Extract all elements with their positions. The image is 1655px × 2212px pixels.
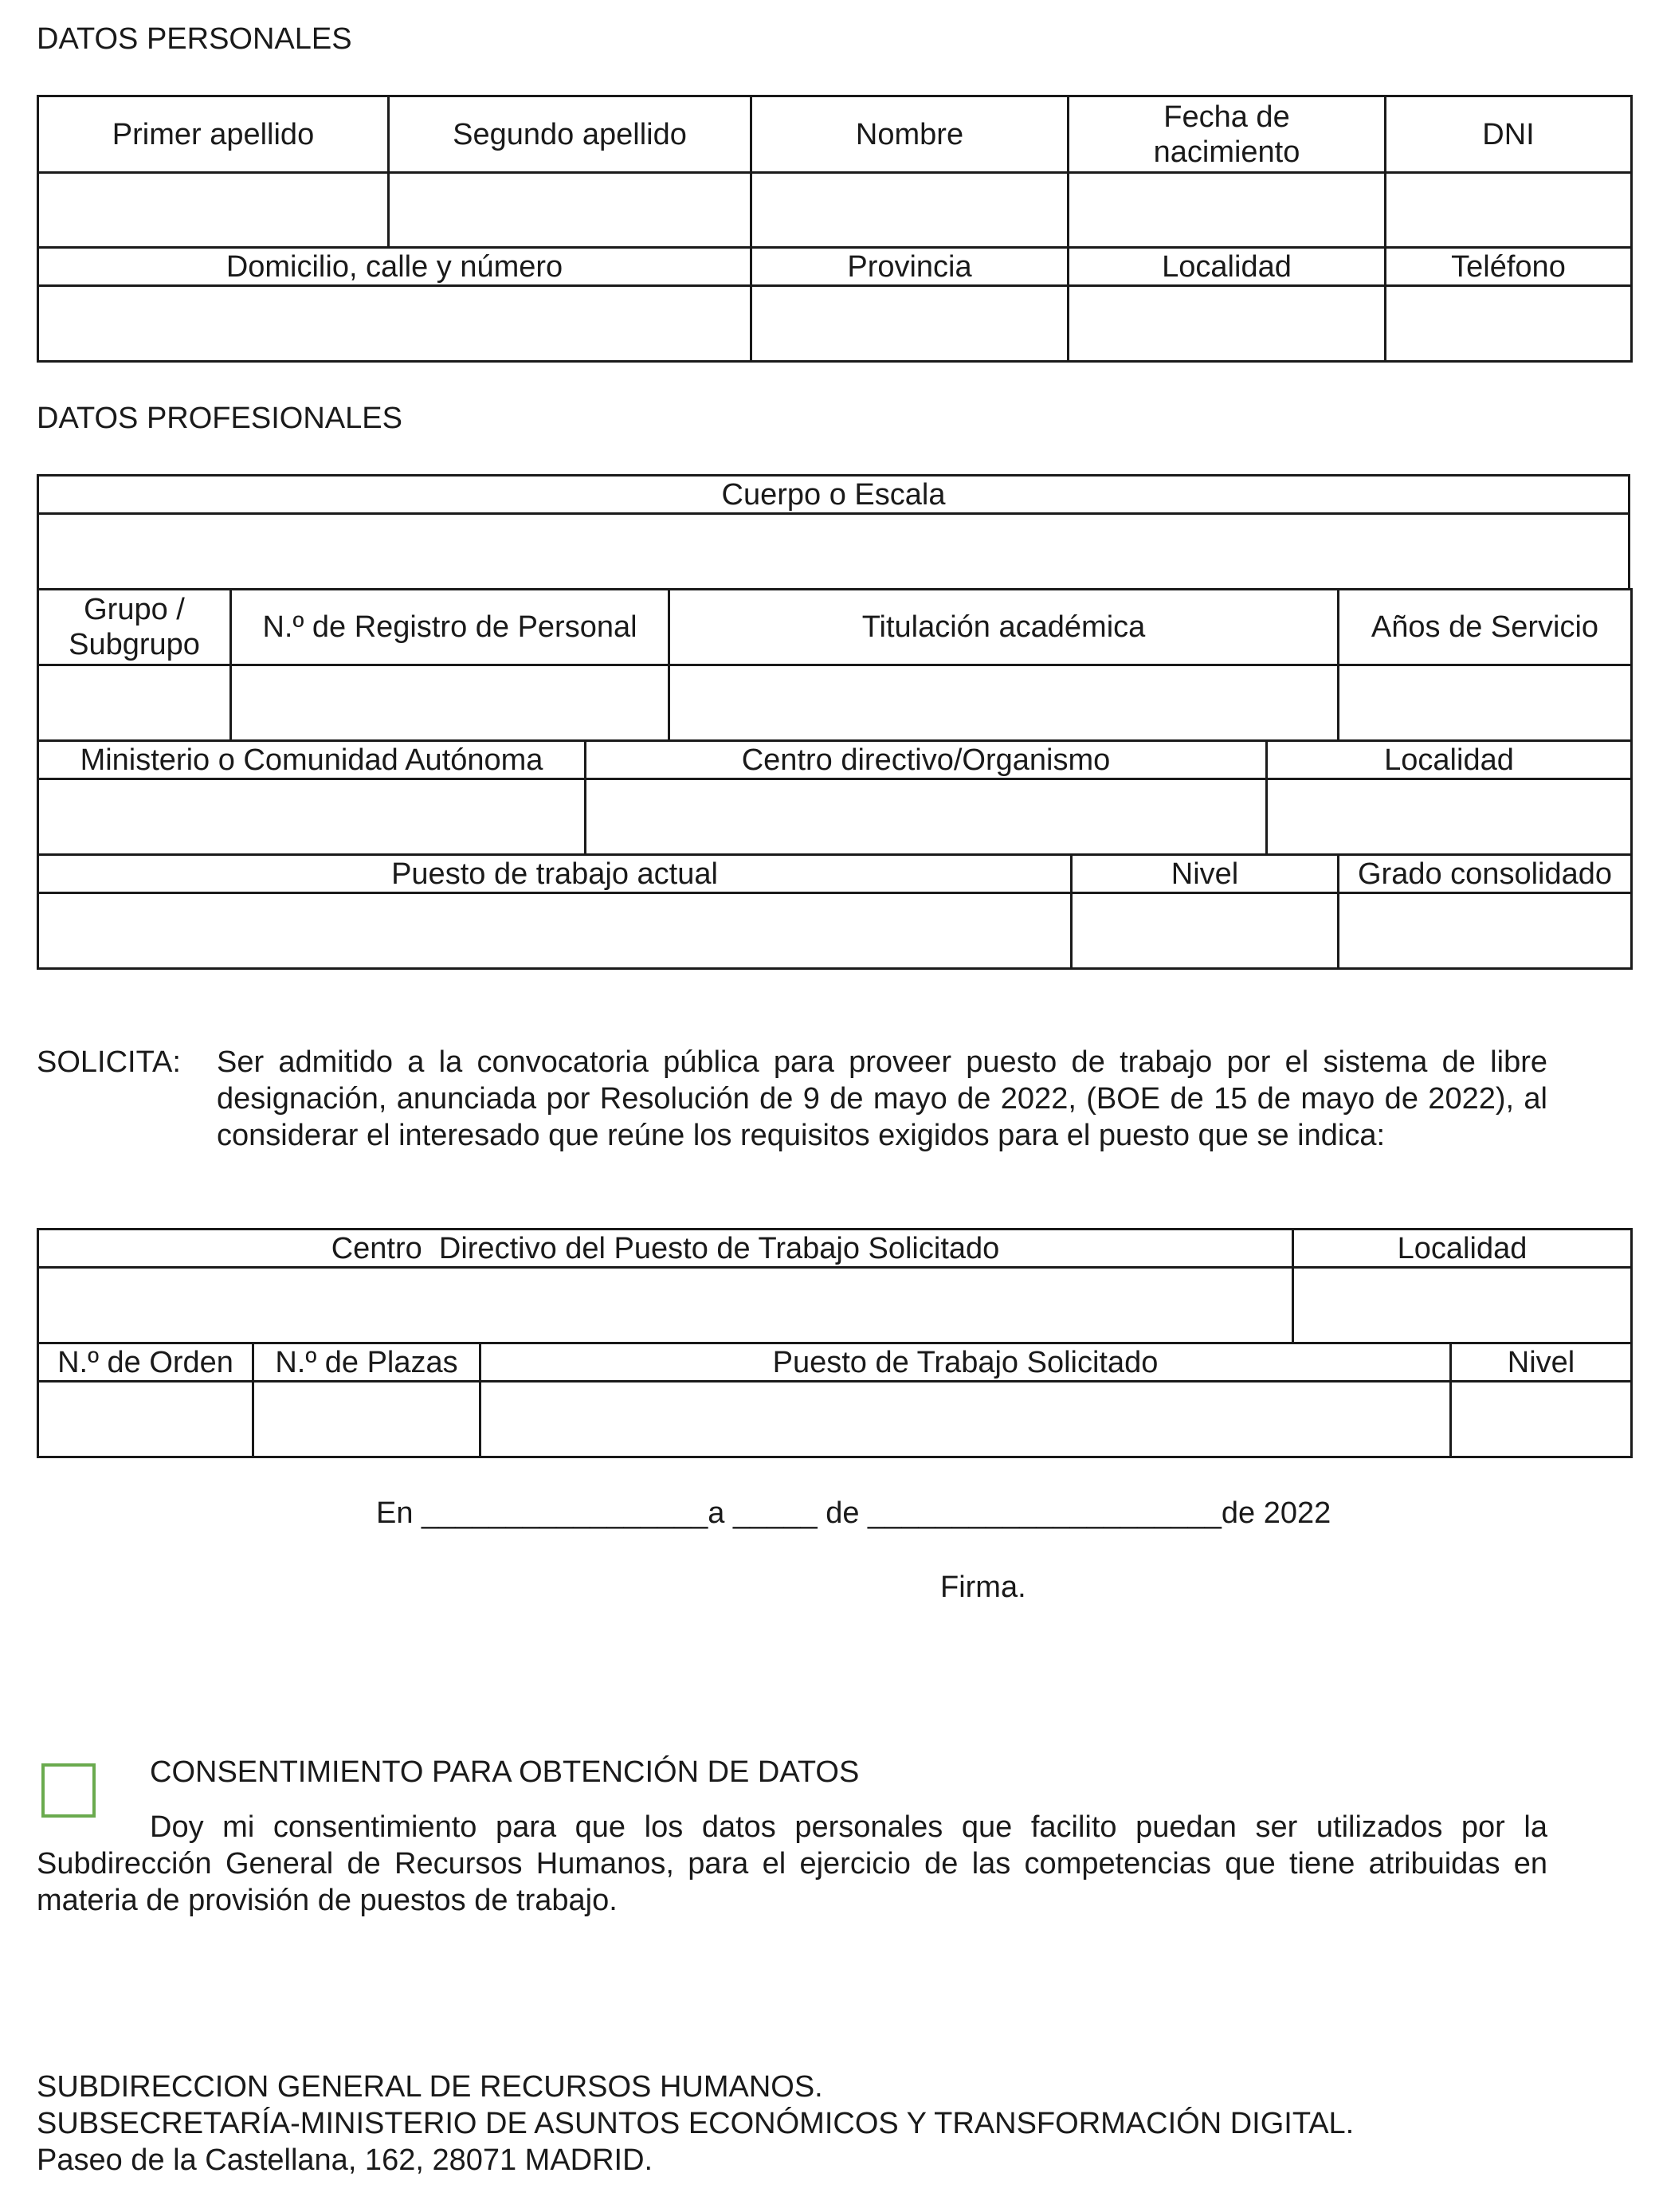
label-localidad-profesional: Localidad <box>1267 741 1632 779</box>
solicita-text: Ser admitido a la convocatoria pública para proveer puesto de trabajo por el sistema de libre designación, anunciada por Resolución de 9 de mayo de 2022, (BOE de 15 de mayo de 2022), al considerar el interesado que reúne los requisitos exigidos para el puesto que se indica: <box>217 1045 1547 1152</box>
label-numero-orden: N.º de Orden <box>38 1343 253 1382</box>
solicita-label: SOLICITA: <box>37 1045 181 1079</box>
label-provincia: Provincia <box>751 248 1069 286</box>
label-grado-consolidado: Grado consolidado <box>1339 855 1632 893</box>
date-line[interactable]: En _________________a _____ de _____________________de 2022 <box>376 1496 1331 1530</box>
field-puesto-actual[interactable] <box>38 893 1072 969</box>
label-primer-apellido: Primer apellido <box>38 96 389 173</box>
label-grupo-subgrupo: Grupo / Subgrupo <box>38 590 231 665</box>
field-segundo-apellido[interactable] <box>389 173 751 248</box>
label-telefono: Teléfono <box>1386 248 1632 286</box>
field-ministerio[interactable] <box>38 779 586 855</box>
field-centro-solicitado[interactable] <box>38 1268 1293 1343</box>
label-fecha-nacimiento: Fecha de nacimiento <box>1069 96 1386 173</box>
label-nivel-solicitado: Nivel <box>1451 1343 1632 1382</box>
professional-cuerpo-table <box>37 474 1630 590</box>
label-localidad: Localidad <box>1069 248 1386 286</box>
field-localidad-solicitada[interactable] <box>1293 1268 1632 1343</box>
requested-puesto-table <box>37 1342 1633 1458</box>
label-numero-plazas: N.º de Plazas <box>253 1343 480 1382</box>
firma-label: Firma. <box>940 1571 1026 1604</box>
field-grupo-subgrupo[interactable] <box>38 665 231 741</box>
label-dni: DNI <box>1386 96 1632 173</box>
label-puesto-actual: Puesto de trabajo actual <box>38 855 1072 893</box>
field-provincia[interactable] <box>751 286 1069 362</box>
footer-line-1: SUBDIRECCION GENERAL DE RECURSOS HUMANOS. <box>37 2070 823 2104</box>
label-nombre: Nombre <box>751 96 1069 173</box>
label-titulacion: Titulación académica <box>669 590 1339 665</box>
field-fecha-nacimiento[interactable] <box>1069 173 1386 248</box>
field-numero-plazas[interactable] <box>253 1382 480 1457</box>
label-nivel-actual: Nivel <box>1072 855 1339 893</box>
field-localidad[interactable] <box>1069 286 1386 362</box>
label-puesto-solicitado: Puesto de Trabajo Solicitado <box>480 1343 1451 1382</box>
field-cuerpo-escala[interactable] <box>38 514 1630 590</box>
field-telefono[interactable] <box>1386 286 1632 362</box>
consent-title: CONSENTIMIENTO PARA OBTENCIÓN DE DATOS <box>150 1755 860 1789</box>
field-primer-apellido[interactable] <box>38 173 389 248</box>
label-domicilio: Domicilio, calle y número <box>38 248 751 286</box>
field-centro-directivo[interactable] <box>586 779 1267 855</box>
section-title-personal: DATOS PERSONALES <box>37 22 352 56</box>
label-centro-directivo: Centro directivo/Organismo <box>586 741 1267 779</box>
footer-line-3: Paseo de la Castellana, 162, 28071 MADRID. <box>37 2143 653 2177</box>
personal-data-table <box>37 95 1633 363</box>
field-titulacion[interactable] <box>669 665 1339 741</box>
field-nombre[interactable] <box>751 173 1069 248</box>
label-centro-solicitado: Centro Directivo del Puesto de Trabajo Solicitado <box>38 1230 1293 1268</box>
field-nivel-actual[interactable] <box>1072 893 1339 969</box>
field-domicilio[interactable] <box>38 286 751 362</box>
field-nivel-solicitado[interactable] <box>1451 1382 1632 1457</box>
field-anos-servicio[interactable] <box>1339 665 1632 741</box>
section-title-professional: DATOS PROFESIONALES <box>37 402 402 435</box>
footer-line-2: SUBSECRETARÍA-MINISTERIO DE ASUNTOS ECONÓMICOS Y TRANSFORMACIÓN DIGITAL. <box>37 2107 1355 2140</box>
label-localidad-solicitada: Localidad <box>1293 1230 1632 1268</box>
label-registro-personal: N.º de Registro de Personal <box>231 590 669 665</box>
label-segundo-apellido: Segundo apellido <box>389 96 751 173</box>
field-dni[interactable] <box>1386 173 1632 248</box>
requested-centro-table <box>37 1228 1633 1344</box>
field-numero-orden[interactable] <box>38 1382 253 1457</box>
professional-puesto-table <box>37 853 1633 970</box>
label-anos-servicio: Años de Servicio <box>1339 590 1632 665</box>
field-registro-personal[interactable] <box>231 665 669 741</box>
label-ministerio: Ministerio o Comunidad Autónoma <box>38 741 586 779</box>
professional-registro-table <box>37 588 1633 742</box>
field-puesto-solicitado[interactable] <box>480 1382 1451 1457</box>
field-localidad-profesional[interactable] <box>1267 779 1632 855</box>
label-cuerpo-escala: Cuerpo o Escala <box>38 476 1630 514</box>
professional-ministerio-table <box>37 739 1633 856</box>
consent-text: Doy mi consentimiento para que los datos personales que facilito puedan ser utilizados por la Subdirección General de Recursos Humanos, para el ejercicio de las competencias que tiene atribuidas en materia de provisión de puestos de trabajo. <box>37 1810 1547 1917</box>
field-grado-consolidado[interactable] <box>1339 893 1632 969</box>
